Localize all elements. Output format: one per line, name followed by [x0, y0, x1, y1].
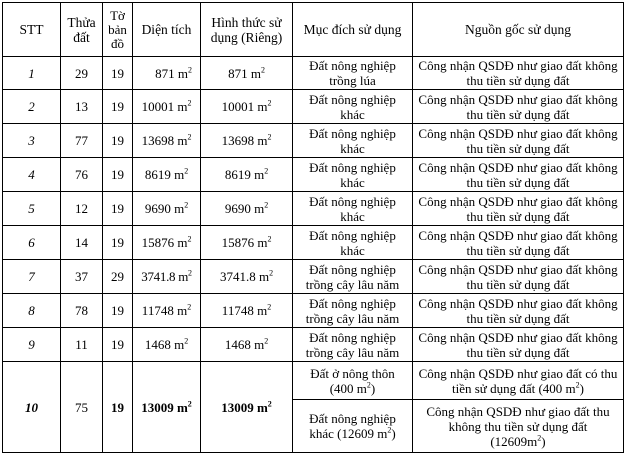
unit-label: m — [174, 167, 185, 182]
row-thua: 77 — [61, 124, 103, 158]
unit-label: m — [174, 337, 185, 352]
unit-exp: 2 — [184, 166, 189, 176]
muc-dich-sub2-a: Đất nông nghiệp khác (12609 m — [309, 411, 396, 441]
unit-label: m — [177, 303, 188, 318]
header-hinh-thuc: Hình thức sử dụng (Riêng) — [201, 3, 293, 57]
header-dien-tich: Diện tích — [133, 3, 201, 57]
row-to: 19 — [103, 362, 133, 453]
row-rieng — [201, 328, 293, 362]
row-stt: 10 — [3, 362, 61, 453]
table-row-10a — [3, 362, 624, 400]
row-rieng — [201, 192, 293, 226]
unit-exp: 2 — [267, 234, 272, 244]
row-stt: 8 — [3, 294, 61, 328]
row-nguon-goc: Công nhận QSDĐ như giao đất không thu tiền sử dụng đất — [413, 57, 624, 90]
nguon-goc-sub1-a: Công nhận QSDĐ như giao đất có thu tiền sử dụng đất (400 m — [418, 365, 618, 396]
row-stt: 1 — [3, 57, 61, 90]
header-nguon-goc: Nguồn gốc sử dụng — [413, 3, 624, 57]
unit-exp: 2 — [187, 234, 192, 244]
row-stt: 6 — [3, 226, 61, 260]
row-nguon-goc: Công nhận QSDĐ như giao đất không thu tiền sử dụng đất — [413, 158, 624, 192]
row-nguon-goc-sub1 — [413, 362, 624, 400]
row-muc-dich-sub2 — [293, 400, 413, 453]
header-row — [3, 3, 624, 57]
header-stt: STT — [3, 3, 61, 57]
row-thua: 12 — [61, 192, 103, 226]
unit-label: m — [254, 167, 265, 182]
row-muc-dich: Đất nông nghiệp khác — [293, 226, 413, 260]
row-nguon-goc-sub2 — [413, 400, 624, 453]
row-dien-tich-value: 3741.8 — [141, 269, 176, 284]
row-to: 19 — [103, 226, 133, 260]
muc-dich-sub1-a: Đất ở nông thôn — [310, 365, 395, 381]
unit-label: m — [174, 201, 185, 216]
table-row — [3, 158, 624, 192]
unit-label: m — [257, 303, 268, 318]
row-thua: 14 — [61, 226, 103, 260]
row-muc-dich: Đất nông nghiệp trồng cây lâu năm — [293, 260, 413, 294]
unit-label: m — [254, 337, 265, 352]
nguon-goc-sub1-b: ) — [579, 380, 584, 396]
row-stt: 2 — [3, 90, 61, 124]
unit-label: m — [254, 201, 265, 216]
unit-exp: 2 — [575, 380, 580, 390]
row-rieng-value: 10001 — [221, 99, 255, 114]
row-stt: 9 — [3, 328, 61, 362]
table-row — [3, 90, 624, 124]
unit-exp: 2 — [188, 65, 192, 75]
row-rieng-value: 1468 — [224, 337, 251, 352]
unit-exp: 2 — [267, 302, 272, 312]
row-rieng-value: 13009 — [221, 399, 254, 415]
header-thua-dat — [61, 3, 103, 57]
unit-exp: 2 — [264, 200, 269, 210]
row-rieng — [201, 362, 293, 453]
unit-exp: 2 — [187, 98, 192, 108]
unit-exp: 2 — [187, 132, 192, 142]
row-dien-tich — [133, 328, 201, 362]
row-nguon-goc: Công nhận QSDĐ như giao đất không thu tiền sử dụng đất — [413, 124, 624, 158]
row-to: 19 — [103, 192, 133, 226]
row-stt: 7 — [3, 260, 61, 294]
row-thua: 75 — [61, 362, 103, 453]
row-rieng-value: 871 — [228, 65, 248, 81]
row-dien-tich-value: 11748 — [141, 303, 174, 318]
table-row — [3, 294, 624, 328]
row-rieng — [201, 226, 293, 260]
row-dien-tich-value: 13698 — [141, 133, 175, 148]
unit-exp: 2 — [187, 399, 192, 409]
nguon-goc-sub2-b: (12609m — [490, 433, 538, 449]
row-muc-dich: Đất nông nghiệp trồng cây lâu năm — [293, 328, 413, 362]
row-thua: 37 — [61, 260, 103, 294]
row-muc-dich: Đất nông nghiệp khác — [293, 158, 413, 192]
row-dien-tich — [133, 260, 201, 294]
row-to: 29 — [103, 260, 133, 294]
row-dien-tich-value: 1468 — [144, 337, 171, 352]
unit-label: m — [177, 99, 188, 114]
row-rieng-value: 3741.8 — [219, 269, 256, 284]
row-rieng — [201, 294, 293, 328]
table-row — [3, 226, 624, 260]
row-to: 19 — [103, 124, 133, 158]
row-nguon-goc: Công nhận QSDĐ như giao đất không thu tiền sử dụng đất — [413, 294, 624, 328]
row-nguon-goc: Công nhận QSDĐ như giao đất không thu tiền sử dụng đất — [413, 226, 624, 260]
unit-exp: 2 — [187, 302, 192, 312]
row-dien-tich-value: 871 — [155, 65, 175, 81]
unit-exp: 2 — [264, 166, 269, 176]
row-dien-tich — [133, 124, 201, 158]
unit-label: m — [257, 99, 268, 114]
row-to: 19 — [103, 57, 133, 90]
row-thua: 29 — [61, 57, 103, 90]
row-dien-tich — [133, 158, 201, 192]
row-stt: 3 — [3, 124, 61, 158]
header-to-ban-do-text: Tờ bản đồ — [108, 7, 127, 51]
row-dien-tich-value: 15876 — [141, 235, 175, 250]
unit-exp: 2 — [267, 132, 272, 142]
table-row — [3, 57, 624, 90]
unit-label: m — [176, 399, 188, 415]
row-thua: 13 — [61, 90, 103, 124]
header-thua-dat-text: Thửa đất — [67, 14, 96, 45]
row-dien-tich-value: 10001 — [141, 99, 175, 114]
row-dien-tich — [133, 90, 201, 124]
row-muc-dich: Đất nông nghiệp khác — [293, 192, 413, 226]
unit-exp: 2 — [267, 98, 272, 108]
unit-exp: 2 — [184, 200, 189, 210]
unit-label: m — [177, 65, 188, 81]
unit-label: m — [256, 399, 268, 415]
muc-dich-sub1-b: (400 m — [329, 380, 367, 396]
row-nguon-goc: Công nhận QSDĐ như giao đất không thu tiền sử dụng đất — [413, 260, 624, 294]
row-thua: 76 — [61, 158, 103, 192]
row-rieng-value: 15876 — [221, 235, 255, 250]
unit-label: m — [250, 65, 261, 81]
row-thua: 78 — [61, 294, 103, 328]
unit-exp: 2 — [188, 268, 192, 278]
table-row — [3, 192, 624, 226]
header-muc-dich: Mục đích sử dụng — [293, 3, 413, 57]
row-thua: 11 — [61, 328, 103, 362]
unit-exp: 2 — [264, 336, 269, 346]
unit-exp: 2 — [366, 380, 371, 390]
row-rieng — [201, 124, 293, 158]
table-row — [3, 124, 624, 158]
unit-exp: 2 — [260, 65, 265, 75]
nguon-goc-sub2-c: ) — [541, 433, 546, 449]
unit-label: m — [178, 269, 188, 284]
unit-label: m — [258, 269, 270, 284]
row-muc-dich: Đất nông nghiệp trồng cây lâu năm — [293, 294, 413, 328]
unit-exp: 2 — [267, 399, 272, 409]
unit-exp: 2 — [537, 433, 542, 443]
row-nguon-goc: Công nhận QSDĐ như giao đất không thu tiền sử dụng đất — [413, 90, 624, 124]
table-row — [3, 328, 624, 362]
row-to: 19 — [103, 90, 133, 124]
row-rieng-value: 11748 — [221, 303, 254, 318]
muc-dich-sub1-c: ) — [370, 380, 376, 396]
row-rieng-value: 13698 — [221, 133, 255, 148]
row-dien-tich-value: 8619 — [144, 167, 171, 182]
row-to: 19 — [103, 158, 133, 192]
muc-dich-sub2-b: ) — [391, 426, 396, 441]
row-dien-tich — [133, 57, 201, 90]
header-to-ban-do — [103, 3, 133, 57]
row-dien-tich-value: 13009 — [141, 399, 174, 415]
row-rieng — [201, 57, 293, 90]
row-muc-dich: Đất nông nghiệp trồng lúa — [293, 57, 413, 90]
row-stt: 4 — [3, 158, 61, 192]
unit-label: m — [257, 235, 268, 250]
unit-label: m — [177, 235, 188, 250]
row-nguon-goc: Công nhận QSDĐ như giao đất không thu tiền sử dụng đất — [413, 328, 624, 362]
row-to: 19 — [103, 294, 133, 328]
row-dien-tich — [133, 192, 201, 226]
row-rieng — [201, 260, 293, 294]
unit-label: m — [257, 133, 268, 148]
row-dien-tich — [133, 294, 201, 328]
row-dien-tich-value: 9690 — [144, 201, 171, 216]
row-rieng — [201, 90, 293, 124]
row-dien-tich — [133, 226, 201, 260]
row-muc-dich-sub1 — [293, 362, 413, 400]
unit-exp: 2 — [184, 336, 189, 346]
nguon-goc-sub2-a: Công nhận QSDĐ như giao đất thu không thu tiền sử dụng đất — [426, 403, 610, 434]
unit-label: m — [177, 133, 188, 148]
row-muc-dich: Đất nông nghiệp khác — [293, 124, 413, 158]
table-row — [3, 260, 624, 294]
row-rieng-value: 8619 — [224, 167, 251, 182]
row-to: 19 — [103, 328, 133, 362]
land-table — [2, 2, 624, 453]
row-stt: 5 — [3, 192, 61, 226]
row-dien-tich — [133, 362, 201, 453]
row-rieng — [201, 158, 293, 192]
unit-exp: 2 — [269, 268, 274, 278]
row-nguon-goc: Công nhận QSDĐ như giao đất không thu tiền sử dụng đất — [413, 192, 624, 226]
unit-exp: 2 — [387, 425, 392, 435]
row-rieng-value: 9690 — [224, 201, 251, 216]
row-muc-dich: Đất nông nghiệp khác — [293, 90, 413, 124]
